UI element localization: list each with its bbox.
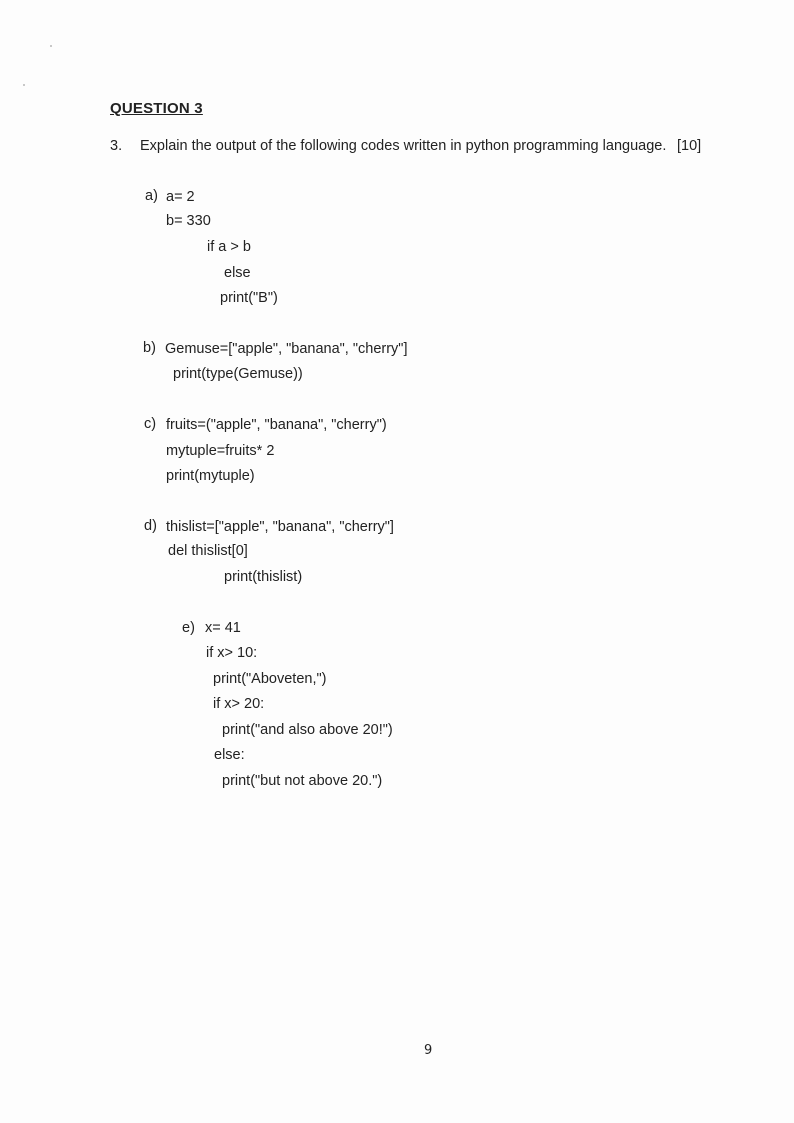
scan-speck xyxy=(23,84,25,86)
part-d-marker: d) xyxy=(144,518,157,534)
code-line: print("B") xyxy=(220,290,278,306)
code-line: del thislist[0] xyxy=(168,543,248,559)
code-line: x= 41 xyxy=(205,620,241,636)
code-line: else xyxy=(224,265,251,281)
part-b-marker: b) xyxy=(143,340,156,356)
question-heading: QUESTION 3 xyxy=(110,100,203,117)
code-line: mytuple=fruits* 2 xyxy=(166,443,275,459)
part-c-marker: c) xyxy=(144,416,157,432)
code-line: if x> 10: xyxy=(206,645,258,661)
code-line: Gemuse=["apple", "banana", "cherry"] xyxy=(165,341,408,357)
code-line: print(type(Gemuse)) xyxy=(173,366,303,382)
code-line: print("but not above 20.") xyxy=(222,773,383,789)
question-marks: [10] xyxy=(677,138,702,154)
scan-speck xyxy=(50,45,52,47)
code-line: else: xyxy=(214,747,245,763)
code-line: print(thislist) xyxy=(224,569,303,585)
code-line: a= 2 xyxy=(166,189,195,205)
part-e-marker: e) xyxy=(182,620,195,636)
question-number: 3. xyxy=(110,138,123,154)
part-a-marker: a) xyxy=(145,188,158,204)
code-line: thislist=["apple", "banana", "cherry"] xyxy=(166,519,394,535)
code-line: fruits=("apple", "banana", "cherry") xyxy=(166,417,387,433)
code-line: print(mytuple) xyxy=(166,468,255,484)
code-line: if x> 20: xyxy=(213,696,265,712)
question-text: Explain the output of the following codes written in python programming language. xyxy=(140,138,667,154)
code-line: print("and also above 20!") xyxy=(222,722,393,738)
code-line: if a > b xyxy=(207,239,251,255)
code-line: b= 330 xyxy=(166,213,211,229)
page-number: 9 xyxy=(424,1043,433,1058)
code-line: print("Aboveten,") xyxy=(213,671,327,687)
